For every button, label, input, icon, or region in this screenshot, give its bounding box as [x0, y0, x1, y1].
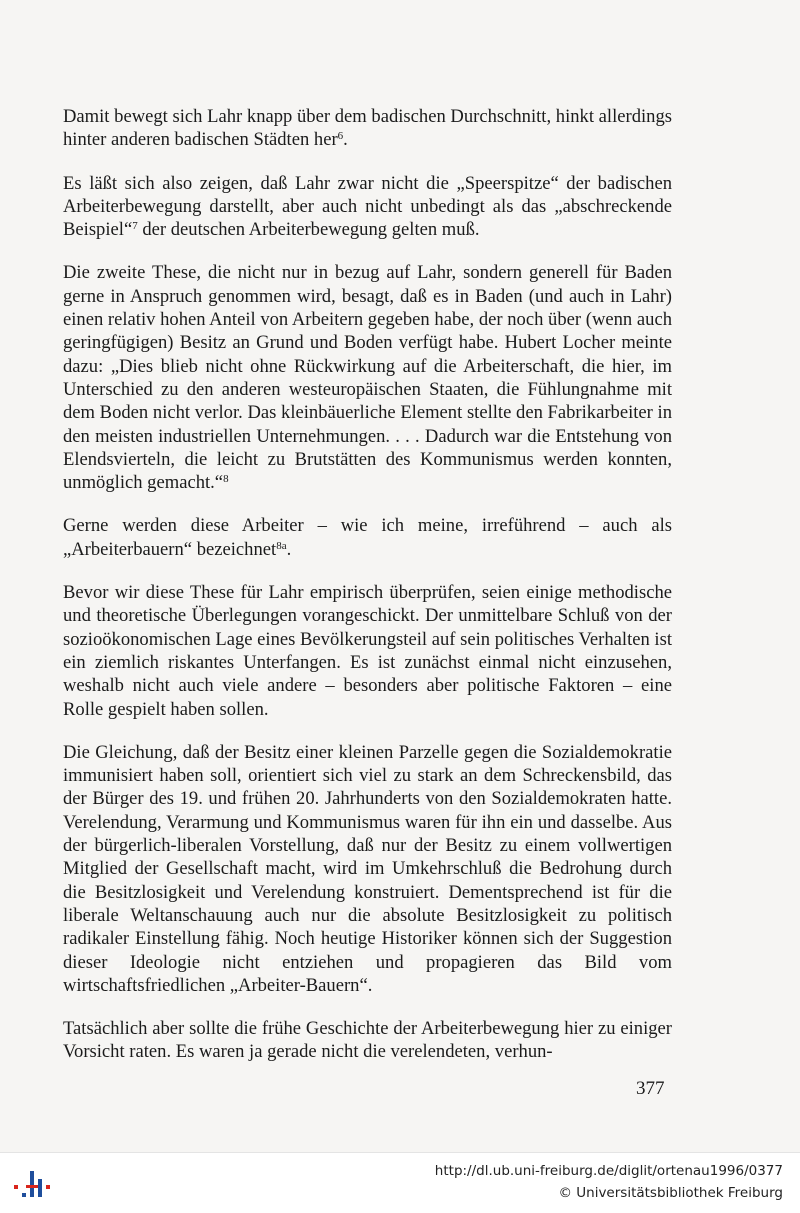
ub-freiburg-logo-icon	[12, 1163, 52, 1203]
paragraph-text: Damit bewegt sich Lahr knapp über dem badischen Durchschnitt, hinkt allerdings hinter anderen badischen Städten her	[63, 106, 672, 151]
paragraph-text: der deutschen Arbeiterbewegung gelten muß.	[137, 219, 480, 241]
paragraph	[63, 172, 672, 242]
paragraph	[63, 581, 672, 721]
paragraph-text: Gerne werden diese Arbeiter – wie ich meine, irreführend – auch als „Arbeiterbauern“ bezeichnet	[63, 515, 672, 560]
paragraph-text: .	[286, 538, 292, 560]
source-url-link[interactable]: http://dl.ub.uni-freiburg.de/diglit/ortenau1996/0377	[434, 1163, 783, 1179]
paragraph	[63, 261, 672, 494]
footnote-marker: 8	[223, 473, 229, 486]
footnote-marker: 8a	[276, 539, 287, 552]
page-number: 377	[636, 1078, 665, 1099]
paragraph	[63, 1017, 672, 1064]
footnote-marker: 6	[337, 130, 344, 143]
paragraph	[63, 105, 672, 152]
paragraph-text: Bevor wir diese These für Lahr empirisch überprüfen, seien einige methodische und theoretische Überlegungen vorangeschickt. Der unmittelbare Schluß von der sozioökonomischen Lage eines Bevölkerungsteil auf sein politisches Verhalten ist ein ziemlich riskantes Unterfangen. Es ist zunächst einmal nicht einzusehen, weshalb nicht auch viele andere – besonders aber politische Faktoren – eine Rolle gespielt haben sollen.	[63, 582, 672, 720]
viewer-footer	[0, 1152, 800, 1213]
paragraph-text: Tatsächlich aber sollte die frühe Geschichte der Arbeiterbewegung hier zu einiger Vorsicht raten. Es waren ja gerade nicht die verelendeten, verhun-	[63, 1018, 672, 1063]
body-text	[63, 105, 672, 1084]
footnote-marker: 7	[132, 220, 138, 233]
paragraph-text: Die Gleichung, daß der Besitz einer kleinen Parzelle gegen die Sozialdemokratie immunisiert haben soll, orientiert sich viel zu stark an dem Schreckensbild, das der Bürger des 19. und frühen 20. Jahrhunderts von den Sozialdemokraten hatte. Verelendung, Verarmung und Kommunismus waren für ihn ein und dasselbe. Aus der bürgerlich-liberalen Vorstellung, daß nur der Besitz zu einem vollwertigen Mitglied der Gesellschaft macht, wird im Umkehrschluß die Bedrohung durch die Besitzlosigkeit und Verelendung konstruiert. Dementsprechend ist für die liberale Weltanschauung auch nur die absolute Besitzlosigkeit zu politisch radikaler Einstellung fähig. Noch heutige Historiker können sich der Suggestion dieser Ideologie nicht entziehen und propagieren das Bild vom wirtschaftsfriedlichen „Arbeiter-Bauern“.	[63, 741, 672, 996]
paragraph-text: Es läßt sich also zeigen, daß Lahr zwar nicht die „Speerspitze“ der badischen Arbeiterbewegung darstellt, aber auch nicht unbedingt als das „abschreckende Beispiel“	[63, 172, 672, 241]
paragraph-text: .	[343, 129, 348, 151]
paragraph-text: Die zweite These, die nicht nur in bezug auf Lahr, sondern generell für Baden gerne in Anspruch genommen wird, besagt, daß es in Baden (und auch in Lahr) einen relativ hohen Anteil von Arbeitern gegeben habe, der noch über (wenn auch geringfügigen) Besitz an Grund und Boden verfügt habe. Hubert Locher meinte dazu: „Dies blieb nicht ohne Rückwirkung auf die Arbeiterschaft, die hier, im Unterschied zu den anderen westeuropäischen Staaten, die Fühlungnahme mit dem Boden nicht verlor. Das kleinbäuerliche Element stellte den Fabrikarbeiter in den meisten industriellen Unternehmungen. . . . Dadurch war die Entstehung von Elendsvierteln, die leicht zu Brutstätten des Kommunismus werden konnten, unmöglich gemacht.“	[63, 262, 672, 494]
copyright-notice: © Universitätsbibliothek Freiburg	[558, 1185, 783, 1201]
paragraph	[63, 514, 672, 561]
paragraph	[63, 741, 672, 997]
